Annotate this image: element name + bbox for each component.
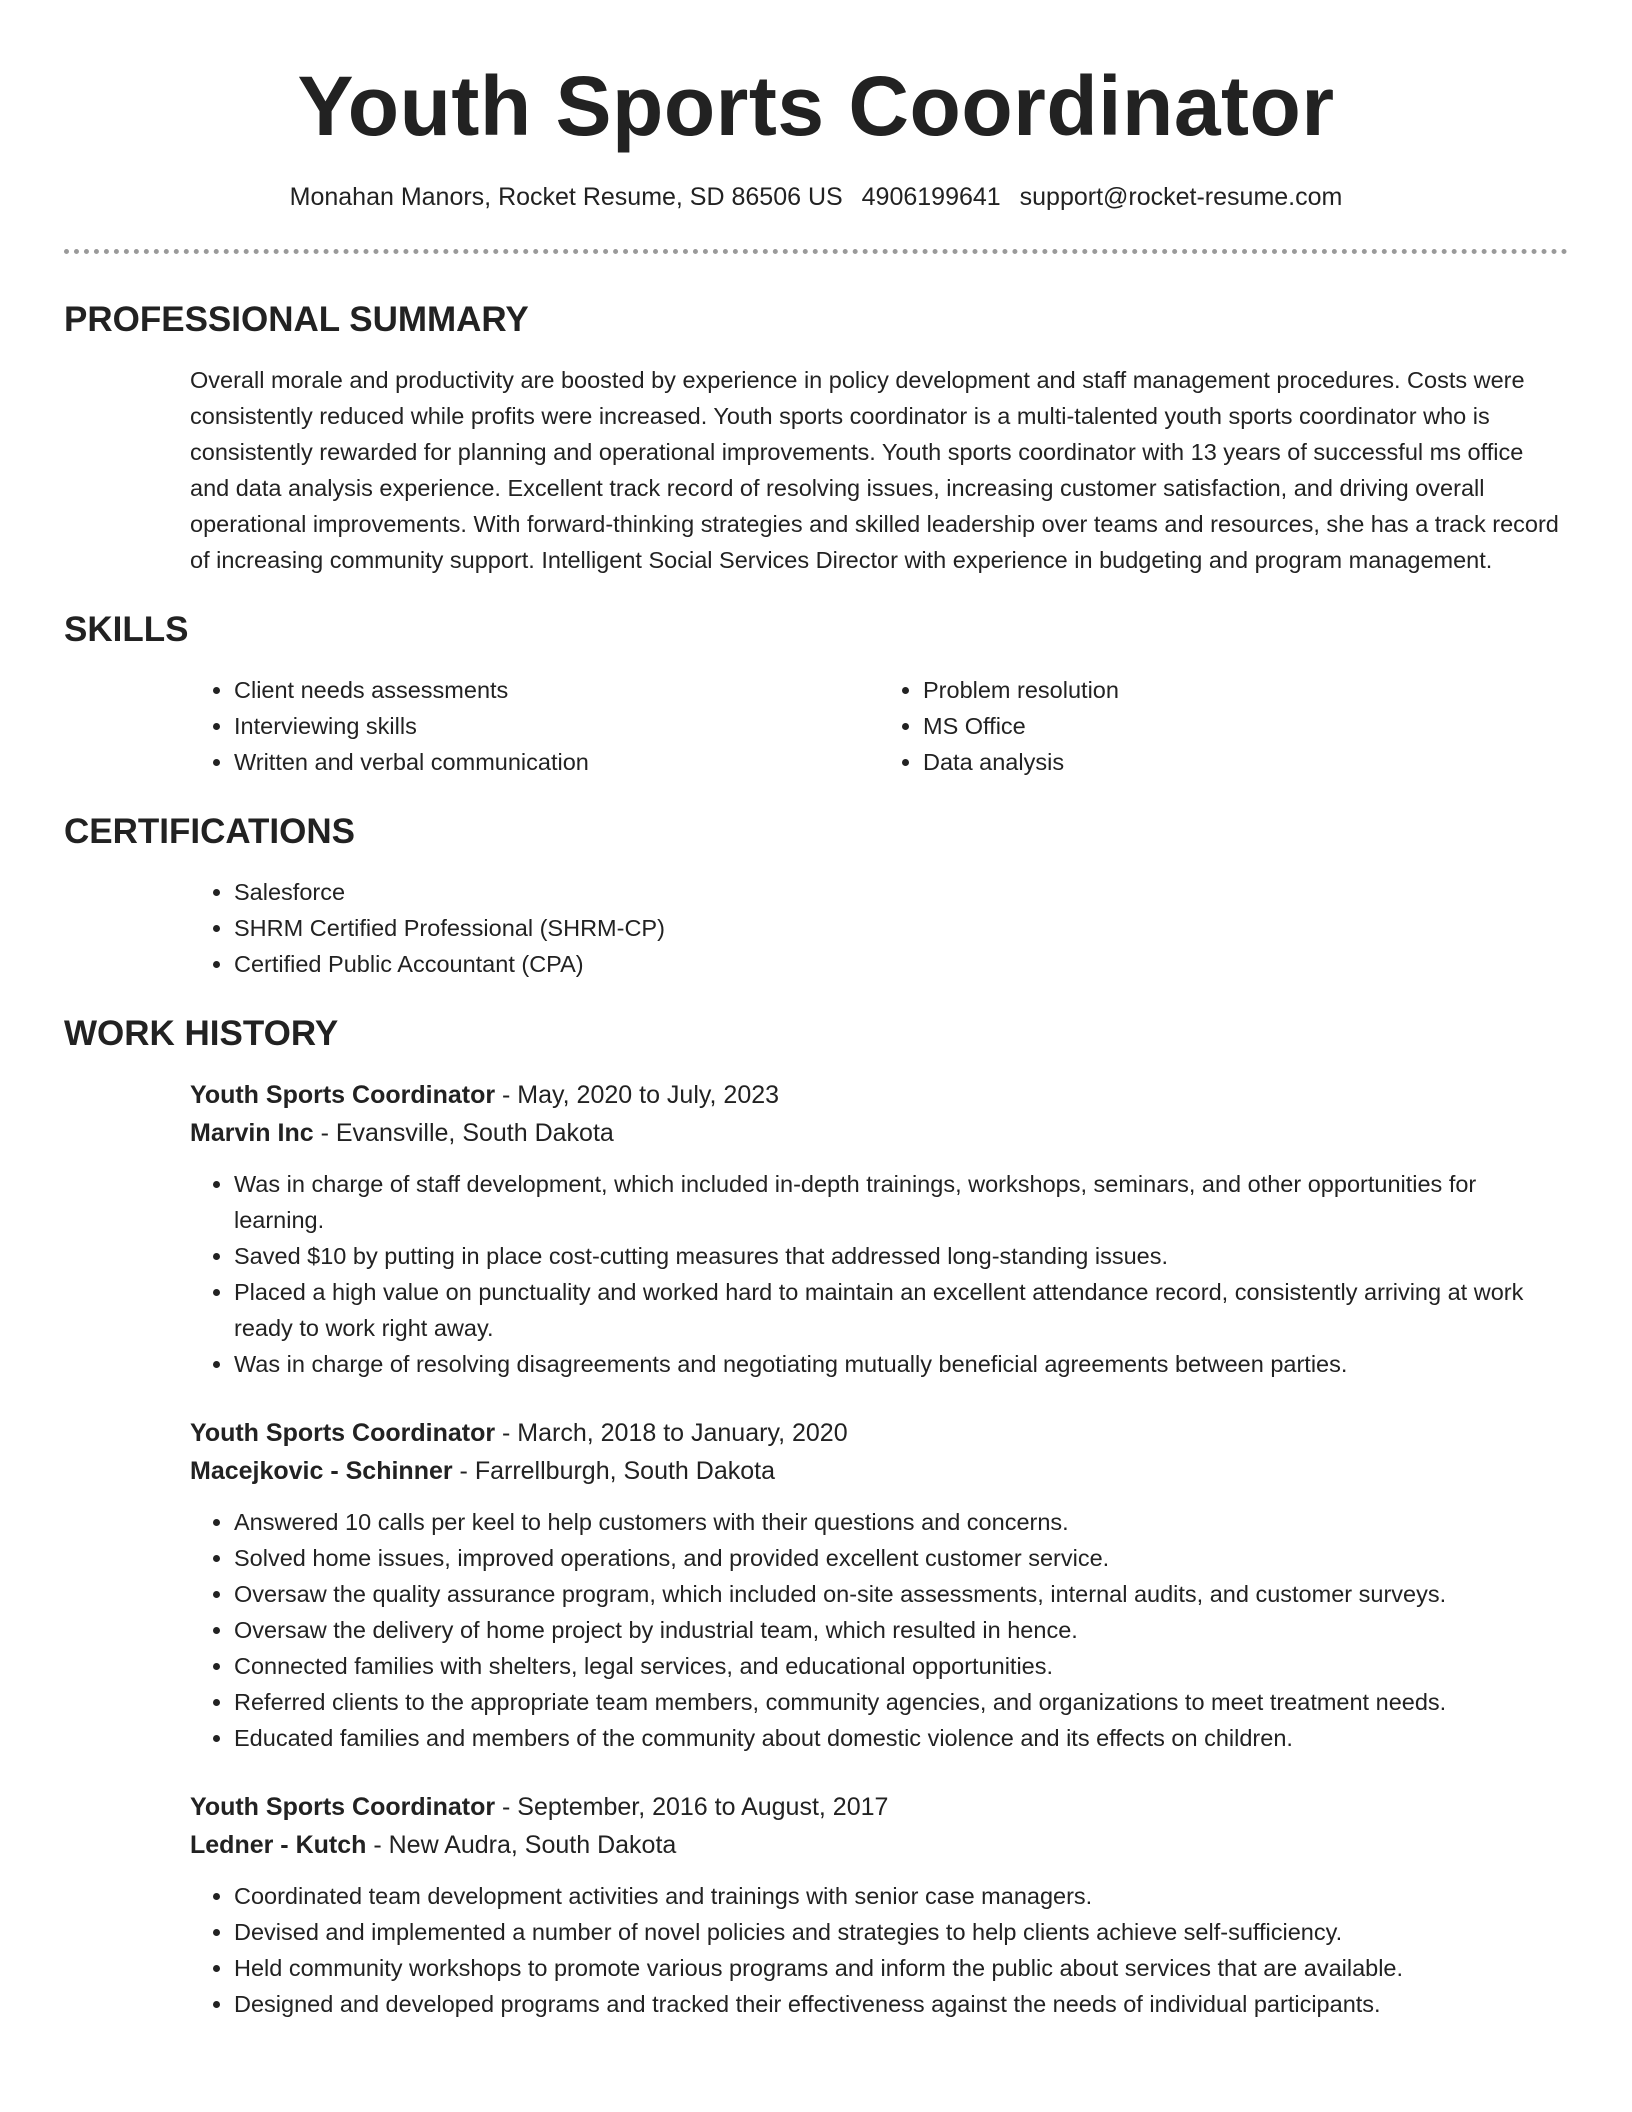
- skill-item: • Interviewing skills: [234, 708, 879, 744]
- skill-item: • Client needs assessments: [234, 672, 879, 708]
- job-bullet: • Referred clients to the appropriate team members, community agencies, and organizations to meet treatment needs.: [234, 1684, 1568, 1720]
- job-dates: - September, 2016 to August, 2017: [495, 1793, 889, 1821]
- job-bullet: • Devised and implemented a number of novel policies and strategies to help clients achieve self-sufficiency.: [234, 1914, 1568, 1950]
- job-bullet: • Solved home issues, improved operations, and provided excellent customer service.: [234, 1540, 1568, 1576]
- job-location: - Evansville, South Dakota: [313, 1119, 614, 1147]
- job-company-line: [190, 1826, 1568, 1864]
- job-entry: [190, 1788, 1568, 2022]
- certification-item: • Salesforce: [234, 874, 1568, 910]
- job-bullet: • Designed and developed programs and tracked their effectiveness against the needs of individual participants.: [234, 1986, 1568, 2022]
- job-location: - Farrellburgh, South Dakota: [452, 1457, 775, 1485]
- job-dates: - May, 2020 to July, 2023: [495, 1081, 780, 1109]
- job-company-line: [190, 1452, 1568, 1490]
- certifications-section: [64, 808, 1568, 982]
- skills-list-right: [879, 672, 1568, 780]
- skills-grid: [190, 672, 1568, 780]
- summary-section: [64, 296, 1568, 578]
- summary-heading: PROFESSIONAL SUMMARY: [64, 300, 529, 339]
- job-entry: [190, 1076, 1568, 1382]
- skill-item: • Data analysis: [923, 744, 1568, 780]
- header-divider: [64, 249, 1568, 254]
- skill-item: • Written and verbal communication: [234, 744, 879, 780]
- job-company: Marvin Inc: [190, 1119, 314, 1147]
- job-bullet: • Answered 10 calls per keel to help customers with their questions and concerns.: [234, 1504, 1568, 1540]
- job-title-line: [190, 1788, 1568, 1826]
- certifications-list: [190, 874, 1568, 982]
- summary-text: Overall morale and productivity are boosted by experience in policy development and staff management procedures. Costs were consistently reduced while profits were increased. Youth sports coordinator is a multi-talented youth sports coordinator who is consistently rewarded for planning and operational improvements. Youth sports coordinator with 13 years of successful ms office and data analysis experience. Excellent track record of resolving issues, increasing customer satisfaction, and driving overall operational improvements. With forward-thinking strategies and skilled leadership over teams and resources, she has a track record of increasing community support. Intelligent Social Services Director with experience in budgeting and program management.: [190, 367, 1559, 573]
- skill-item: • Problem resolution: [923, 672, 1568, 708]
- job-company-line: [190, 1114, 1568, 1152]
- skill-item: • MS Office: [923, 708, 1568, 744]
- job-bullet: • Was in charge of resolving disagreements and negotiating mutually beneficial agreements between parties.: [234, 1346, 1568, 1382]
- job-bullet: • Oversaw the quality assurance program, which included on-site assessments, internal audits, and customer surveys.: [234, 1576, 1568, 1612]
- job-bullet: • Saved $10 by putting in place cost-cutting measures that addressed long-standing issues.: [234, 1238, 1568, 1274]
- skills-heading: SKILLS: [64, 610, 189, 649]
- job-dates: - March, 2018 to January, 2020: [495, 1419, 848, 1447]
- contact-line: [64, 180, 1568, 214]
- skills-section: [64, 606, 1568, 780]
- job-bullet: • Held community workshops to promote various programs and inform the public about services that are available.: [234, 1950, 1568, 1986]
- certification-item: • SHRM Certified Professional (SHRM-CP): [234, 910, 1568, 946]
- certifications-heading: CERTIFICATIONS: [64, 812, 356, 851]
- job-company: Macejkovic - Schinner: [190, 1457, 453, 1485]
- contact-phone: 4906199641: [861, 183, 1001, 211]
- job-bullet: • Was in charge of staff development, which included in-depth trainings, workshops, seminars, and other opportunities for learning.: [234, 1166, 1568, 1238]
- work-history-heading: WORK HISTORY: [64, 1014, 339, 1053]
- work-history-section: [64, 1010, 1568, 2022]
- job-bullet: • Coordinated team development activities and trainings with senior case managers.: [234, 1878, 1568, 1914]
- job-location: - New Audra, South Dakota: [366, 1831, 677, 1859]
- job-title-line: [190, 1414, 1568, 1452]
- contact-email: support@rocket-resume.com: [1019, 183, 1343, 211]
- resume-content: [64, 296, 1568, 2050]
- skills-list-left: [190, 672, 879, 780]
- job-role: Youth Sports Coordinator: [190, 1793, 496, 1821]
- job-bullet: • Educated families and members of the community about domestic violence and its effects on children.: [234, 1720, 1568, 1756]
- job-bullet: • Oversaw the delivery of home project by industrial team, which resulted in hence.: [234, 1612, 1568, 1648]
- job-title-line: [190, 1076, 1568, 1114]
- job-entry: [190, 1414, 1568, 1756]
- certification-item: • Certified Public Accountant (CPA): [234, 946, 1568, 982]
- contact-address: Monahan Manors, Rocket Resume, SD 86506 US: [289, 183, 843, 211]
- job-bullets: [190, 1504, 1568, 1756]
- candidate-name: Youth Sports Coordinator: [297, 59, 1335, 153]
- job-bullets: [190, 1878, 1568, 2022]
- job-bullet: • Connected families with shelters, legal services, and educational opportunities.: [234, 1648, 1568, 1684]
- job-role: Youth Sports Coordinator: [190, 1419, 496, 1447]
- job-bullet: • Placed a high value on punctuality and worked hard to maintain an excellent attendance record, consistently arriving at work ready to work right away.: [234, 1274, 1568, 1346]
- job-bullets: [190, 1166, 1568, 1382]
- job-company: Ledner - Kutch: [190, 1831, 367, 1859]
- job-role: Youth Sports Coordinator: [190, 1081, 496, 1109]
